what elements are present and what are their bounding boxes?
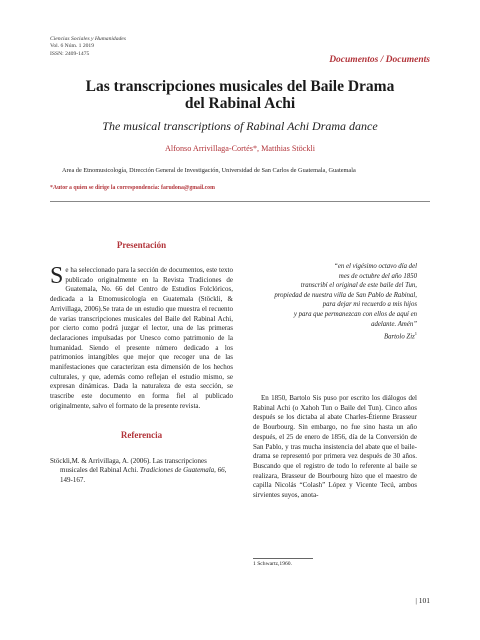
correspondence: *Autor a quien se dirige la correspondencia: farudona@gmail.com [50, 185, 215, 191]
journal-info [50, 36, 126, 58]
reference-text: Stöckli,M. & Arrivillaga, A. (2006). Las transcripciones musicales del Rabinal Achi. [50, 456, 207, 475]
body-paragraph: En 1850, Bartolo Sis puso por escrito los diálogos del Rabinal Achi (o Xahoh Tun o Baile del Tun). Cinco años después se los dictaba al abate Charles-Étienne Brasseur de Bourbourg. Sin embargo, no fue sino hasta un año después, el 25 de enero de 1856, día de la Conversión de San Pablo, y tras mucha insistencia del abate que el baile-drama se representó por primera vez después de 30 años. Buscando que el registro de todo lo referente al baile se realizara, Brasseur de Bourbourg hizo que el maestro de capilla Nicolás “Colash” López y Vicente Tecú, ambos sirvientes suyos, anota- [253, 394, 417, 500]
referencia-heading: Referencia [120, 429, 163, 440]
right-column [253, 262, 417, 501]
epigraph-line: mes de octubre del año 1850 [338, 272, 417, 280]
header-divider [50, 201, 430, 202]
left-column [50, 240, 233, 486]
journal-volume: Vol. 6 Núm. 1 2019 [50, 43, 95, 50]
presentacion-text: e ha seleccionado para la sección de documentos, este texto publicado originalmente en la Revista Tradiciones de Guatemala, No. 66 del Centro de Estudios Folclóricos, dedicada a la Etnomusicología en Guatemala (Stöckli, & Arrivillaga, 2006).Se trata de un estudio que muestra el recuento de varias transcripciones musicales del Baile del Rabinal Achi, por cierto como podrá juzgar el lector, una de las primeras declaraciones impulsadas por Unesco como patrimonio de la humanidad. Siendo el presente número dedicado a los patrimonios intangibles que mejor que recoger una de las manifestaciones que caracterizan esta dimensión de los hechos culturales, y que, además como reflejan el estudio mismo, se expresan dinámicas. Dada la naturaleza de esta sección, se trascribe este documento en forma fiel al publicado originalmente, salvo el formato de la presente revista. [50, 266, 233, 410]
reference-journal: Tradiciones de Guatemala, 66, [139, 466, 227, 475]
epigraph-line: y para que permanezcan con ellos de aquí en [293, 310, 417, 318]
presentacion-heading: Presentación [116, 240, 167, 250]
affiliation: Area de Etnomusicología, Dirección General de Investigación, Universidad de San Carlos de Guatemala, Guatemala [62, 167, 356, 174]
journal-issn: ISSN: 2409-1475 [50, 50, 90, 57]
journal-name: Ciencias Sociales y Humanidades [50, 36, 126, 42]
footnote-marker: 1 [414, 331, 417, 337]
epigraph-line: transcribí el original de este baile del Tun, [300, 282, 417, 290]
article-title [40, 78, 440, 112]
footnote: 1 Schwartz,1960. [253, 561, 292, 567]
epigraph [253, 262, 417, 342]
reference-entry [50, 457, 233, 486]
footnote-divider [253, 558, 313, 559]
epigraph-line: “en el vigésimo octavo día del [334, 263, 417, 270]
presentacion-paragraph [50, 263, 233, 412]
authors: Alfonso Arrivillaga-Cortés*, Matthias Stöckli [164, 144, 316, 153]
page-number: | 101 [415, 596, 430, 605]
reference-pages: 149-167. [60, 475, 86, 484]
section-label: Documentos / Documents [329, 55, 430, 65]
epigraph-line: adelante. Amén” [371, 320, 417, 328]
drop-cap: S [50, 263, 64, 289]
epigraph-author [253, 329, 417, 342]
title-line-2: del Rabinal Achi [184, 95, 296, 112]
title-line-1: Las transcripciones musicales del Baile Drama [85, 78, 395, 95]
epigraph-author-name: Bartolo Ziz [383, 333, 415, 341]
article-subtitle: The musical transcriptions of Rabinal Achi Drama dance [102, 119, 378, 133]
epigraph-line: propiedad de nuestra villa de San Pablo de Rabinal, [274, 291, 417, 299]
epigraph-line: para dejar mi recuerdo a mis hijos [322, 301, 417, 309]
